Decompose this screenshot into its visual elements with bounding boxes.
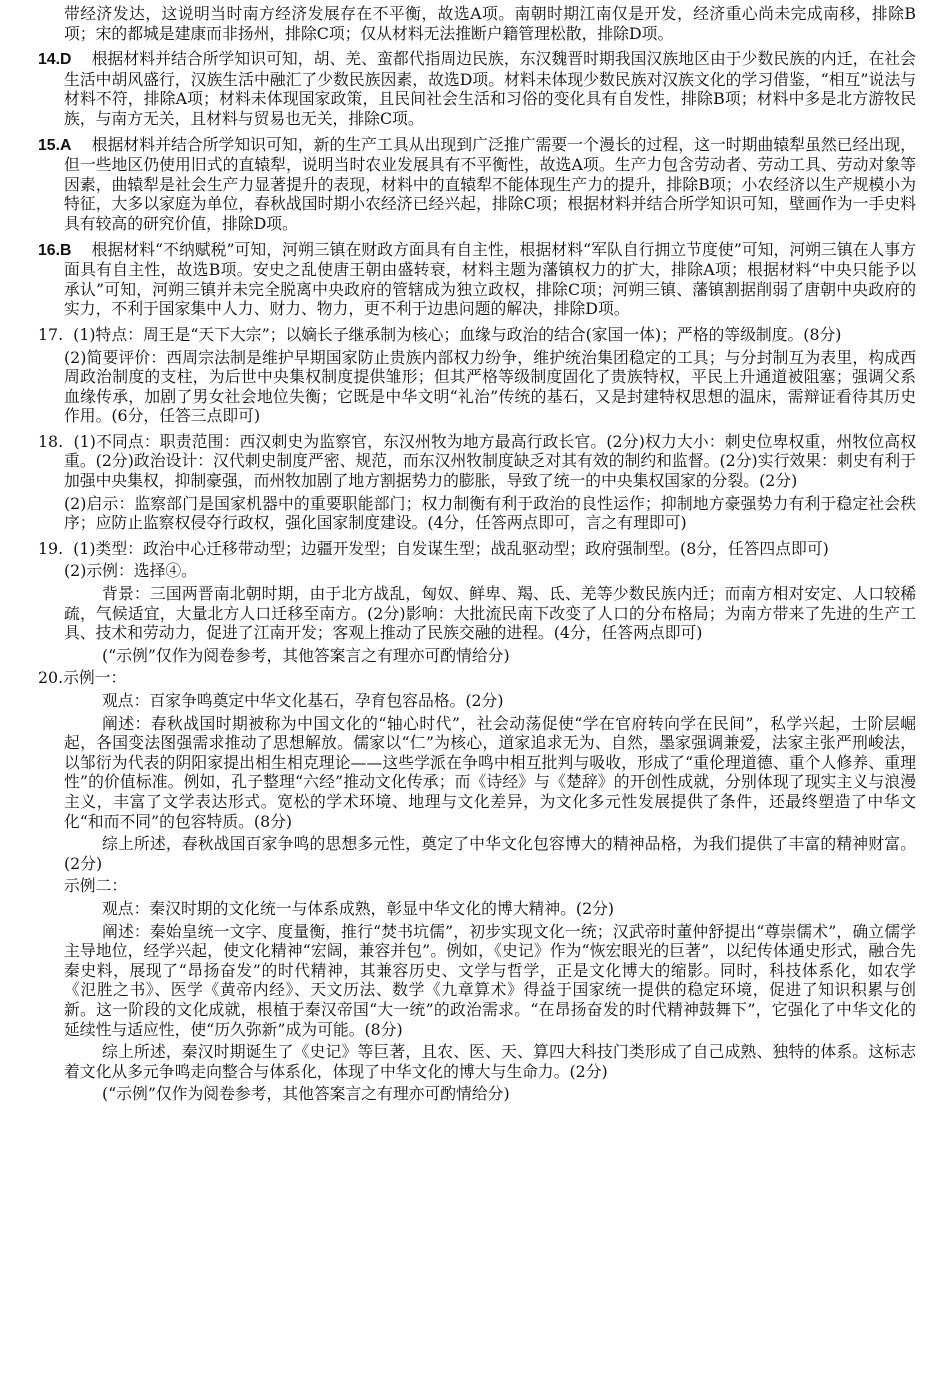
answer-page [0,4,950,1380]
q14-number: 14.D [38,51,72,69]
q18-part2: (2)启示：监察部门是国家机器中的重要职能部门；权力制衡有利于政治的良性运作；抑制地方豪强势力有利于稳定社会秩序；应防止监察权侵夺行政权，强化国家制度建设。(4分，任答两点即可，言之有理即可) [64,493,916,533]
q13-tail: 带经济发达，这说明当时南方经济发展存在不平衡，故选A项。南朝时期江南仅是开发，经济重心尚未完成南移，排除B项；宋的都城是建康而非扬州，排除C项；仅从材料无法推断户籍管理松散，排除D项。 [64,4,916,43]
q18-part1-text: (1)不同点：职责范围：西汉刺史为监察官，东汉州牧为地方最高行政长官。(2分)权力大小：刺史位卑权重，州牧位高权重。(2分)政治设计：汉代刺史制度严密、规范，而东汉州牧制度缺乏对其有效的制约和监督。(2分)实行效果：刺史有利于加强中央集权，抑制豪强，而州牧加剧了地方割据势力的膨胀，导致了统一的中央集权国家的分裂。(2分) [64,431,916,491]
q17-part1-text: (1)特点：周王是“天下大宗”；以嫡长子继承制为核心；血缘与政治的结合(家国一体)；严格的等级制度。(8分) [73,324,842,344]
q19-background: 背景：三国两晋南北朝时期，由于北方战乱，匈奴、鲜卑、羯、氐、羌等少数民族内迁；而南方相对安定、人口较稀疏，气候适宜，大量北方人口迁移至南方。(2分)影响：大批流民南下改变了人口的分布格局；为南方带来了先进的生产工具、技术和劳动力，促进了江南开发；客观上推动了民族交融的进程。(4分，任答两点即可) [64,584,916,643]
q20-ex1-summary: 综上所述，春秋战国百家争鸣的思想多元性，奠定了中华文化包容博大的精神品格，为我们提供了丰富的精神财富。(2分) [64,834,916,873]
q17-number: 17. [38,324,64,344]
q20-ex2-elaboration: 阐述：秦始皇统一文字、度量衡，推行“焚书坑儒”，初步实现文化一统；汉武帝时董仲舒提出“尊崇儒术”，确立儒学主导地位，经学兴起，使文化精神“宏阔，兼容并包”。例如，《史记》作为“恢宏眼光的巨著”，以纪传体通史形式，融合先秦史料，展现了“昂扬奋发”的时代精神，其兼容历史、文学与哲学，正是文化博大的缩影。同时，科技体系化，如农学《氾胜之书》、医学《黄帝内经》、天文历法、数学《九章算术》得益于国家统一提供的稳定环境，促进了知识积累与创新。这一阶段的文化成就，根植于秦汉帝国“大一统”的政治需求。“在昂扬奋发的时代精神鼓舞下”，它强化了中华文化的延续性与适应性，使“历久弥新”成为可能。(8分) [64,921,916,1039]
q19-part2: (2)示例：选择④。 [64,561,197,581]
q16-answer [38,239,916,319]
q17-part1 [38,324,916,345]
q20-example2-label: 示例二： [64,876,128,896]
q20-number: 20. [38,668,64,688]
q20-ex1-viewpoint: 观点：百家争鸣奠定中华文化基石，孕育包容品格。(2分) [102,691,504,710]
q20-note: (“示例”仅作为阅卷参考，其他答案言之有理亦可酌情给分) [102,1084,510,1104]
q16-text: 根据材料“不纳赋税”可知，河朔三镇在财政方面具有自主性，根据材料“军队自行拥立节度使”可知，河朔三镇在人事方面具有自主性，故选B项。安史之乱使唐王朝由盛转衰，材料主题为藩镇权力的扩大，排除A项；根据材料“中央只能予以承认”可知，河朔三镇并未完全脱离中央政府的管辖成为独立政权，排除C项；河朔三镇、藩镇割据削弱了唐朝中央政府的实力，不利于国家集中人力、财力、物力，更不利于边患问题的解决，排除D项。 [64,239,916,319]
q14-answer [38,49,916,128]
q20-ex2-viewpoint: 观点：秦汉时期的文化统一与体系成熟，彰显中华文化的博大精神。(2分) [102,898,615,918]
q20-ex2-summary: 综上所述，秦汉时期诞生了《史记》等巨著，且农、医、天、算四大科技门类形成了自己成熟、独特的体系。这标志着文化从多元争鸣走向整合与体系化，体现了中华文化的博大与生命力。(2分) [64,1042,916,1081]
q20-ex1-elaboration: 阐述：春秋战国时期被称为中国文化的“轴心时代”，社会动荡促使“学在官府转向学在民间”，私学兴起，士阶层崛起，各国变法图强需求推动了思想解放。儒家以“仁”为核心，道家追求无为、自然，墨家强调兼爱，法家主张严刑峻法，以邹衍为代表的阴阳家提出相生相克理论——这些学派在争鸣中相互批判与吸收，形成了“重伦理道德、重个人修养、重理性”的价值标准。例如，孔子整理“六经”推动文化传承；而《诗经》与《楚辞》的开创性成就，分别体现了现实主义与浪漫主义，丰富了文学表达形式。宽松的学术环境、地理与文化差异，为文化多元性发展提供了条件，还最终塑造了中华文化“和而不同”的包容特质。(8分) [64,713,916,831]
q15-text: 根据材料并结合所学知识可知，新的生产工具从出现到广泛推广需要一个漫长的过程，这一时期曲辕犁虽然已经出现，但一些地区仍使用旧式的直辕犁，说明当时农业发展具有不平衡性，故选A项。生产力包含劳动者、劳动工具、劳动对象等因素，曲辕犁是社会生产力显著提升的表现，材料中的直辕犁不能体现生产力的提升，排除B项；小农经济以生产规模小为特征，大多以家庭为单位，春秋战国时期小农经济已经兴起，排除C项；根据材料并结合所学知识可知，壁画作为一手史料具有较高的研究价值，排除D项。 [64,134,916,233]
q15-number: 15.A [38,136,72,154]
q19-part1-text: (1)类型：政治中心迁移带动型；边疆开发型；自发谋生型；战乱驱动型；政府强制型。(8分，任答四点即可) [73,538,829,558]
q17-part2: (2)简要评价：西周宗法制是维护早期国家防止贵族内部权力纷争，维护统治集团稳定的工具；与分封制互为表里，构成西周政治制度的支柱，为后世中央集权制度提供雏形；但其严格等级制度固化了贵族特权，平民上升通道被阻塞；强调父系血缘传承，加剧了男女社会地位失衡；它既是中华文明“礼治”传统的基石，又是封建特权思想的温床，需辩证看待其历史作用。(6分，任答三点即可) [64,347,916,426]
q15-answer [38,134,916,234]
q20-example1-heading [38,668,916,688]
q18-number: 18. [38,431,64,451]
q16-number: 16.B [38,241,72,259]
q19-part1 [38,538,916,559]
q18-part1 [38,431,916,491]
q19-note: (“示例”仅作为阅卷参考，其他答案言之有理亦可酌情给分) [102,645,510,665]
q14-text: 根据材料并结合所学知识可知，胡、羌、蛮都代指周边民族，东汉魏晋时期我国汉族地区由于少数民族的内迁，在社会生活中胡风盛行，汉族生活中融汇了少数民族因素，故选D项。材料未体现少数民族对汉族文化的学习借鉴，“相互”说法与材料不符，排除A项；材料未体现国家政策，且民间社会生活和习俗的变化具有自发性，排除B项；材料中多是北方游牧民族，与南方无关，且材料与贸易也无关，排除C项。 [64,49,916,128]
q19-number: 19. [38,538,64,558]
q20-example1-label: 示例一： [63,668,127,688]
